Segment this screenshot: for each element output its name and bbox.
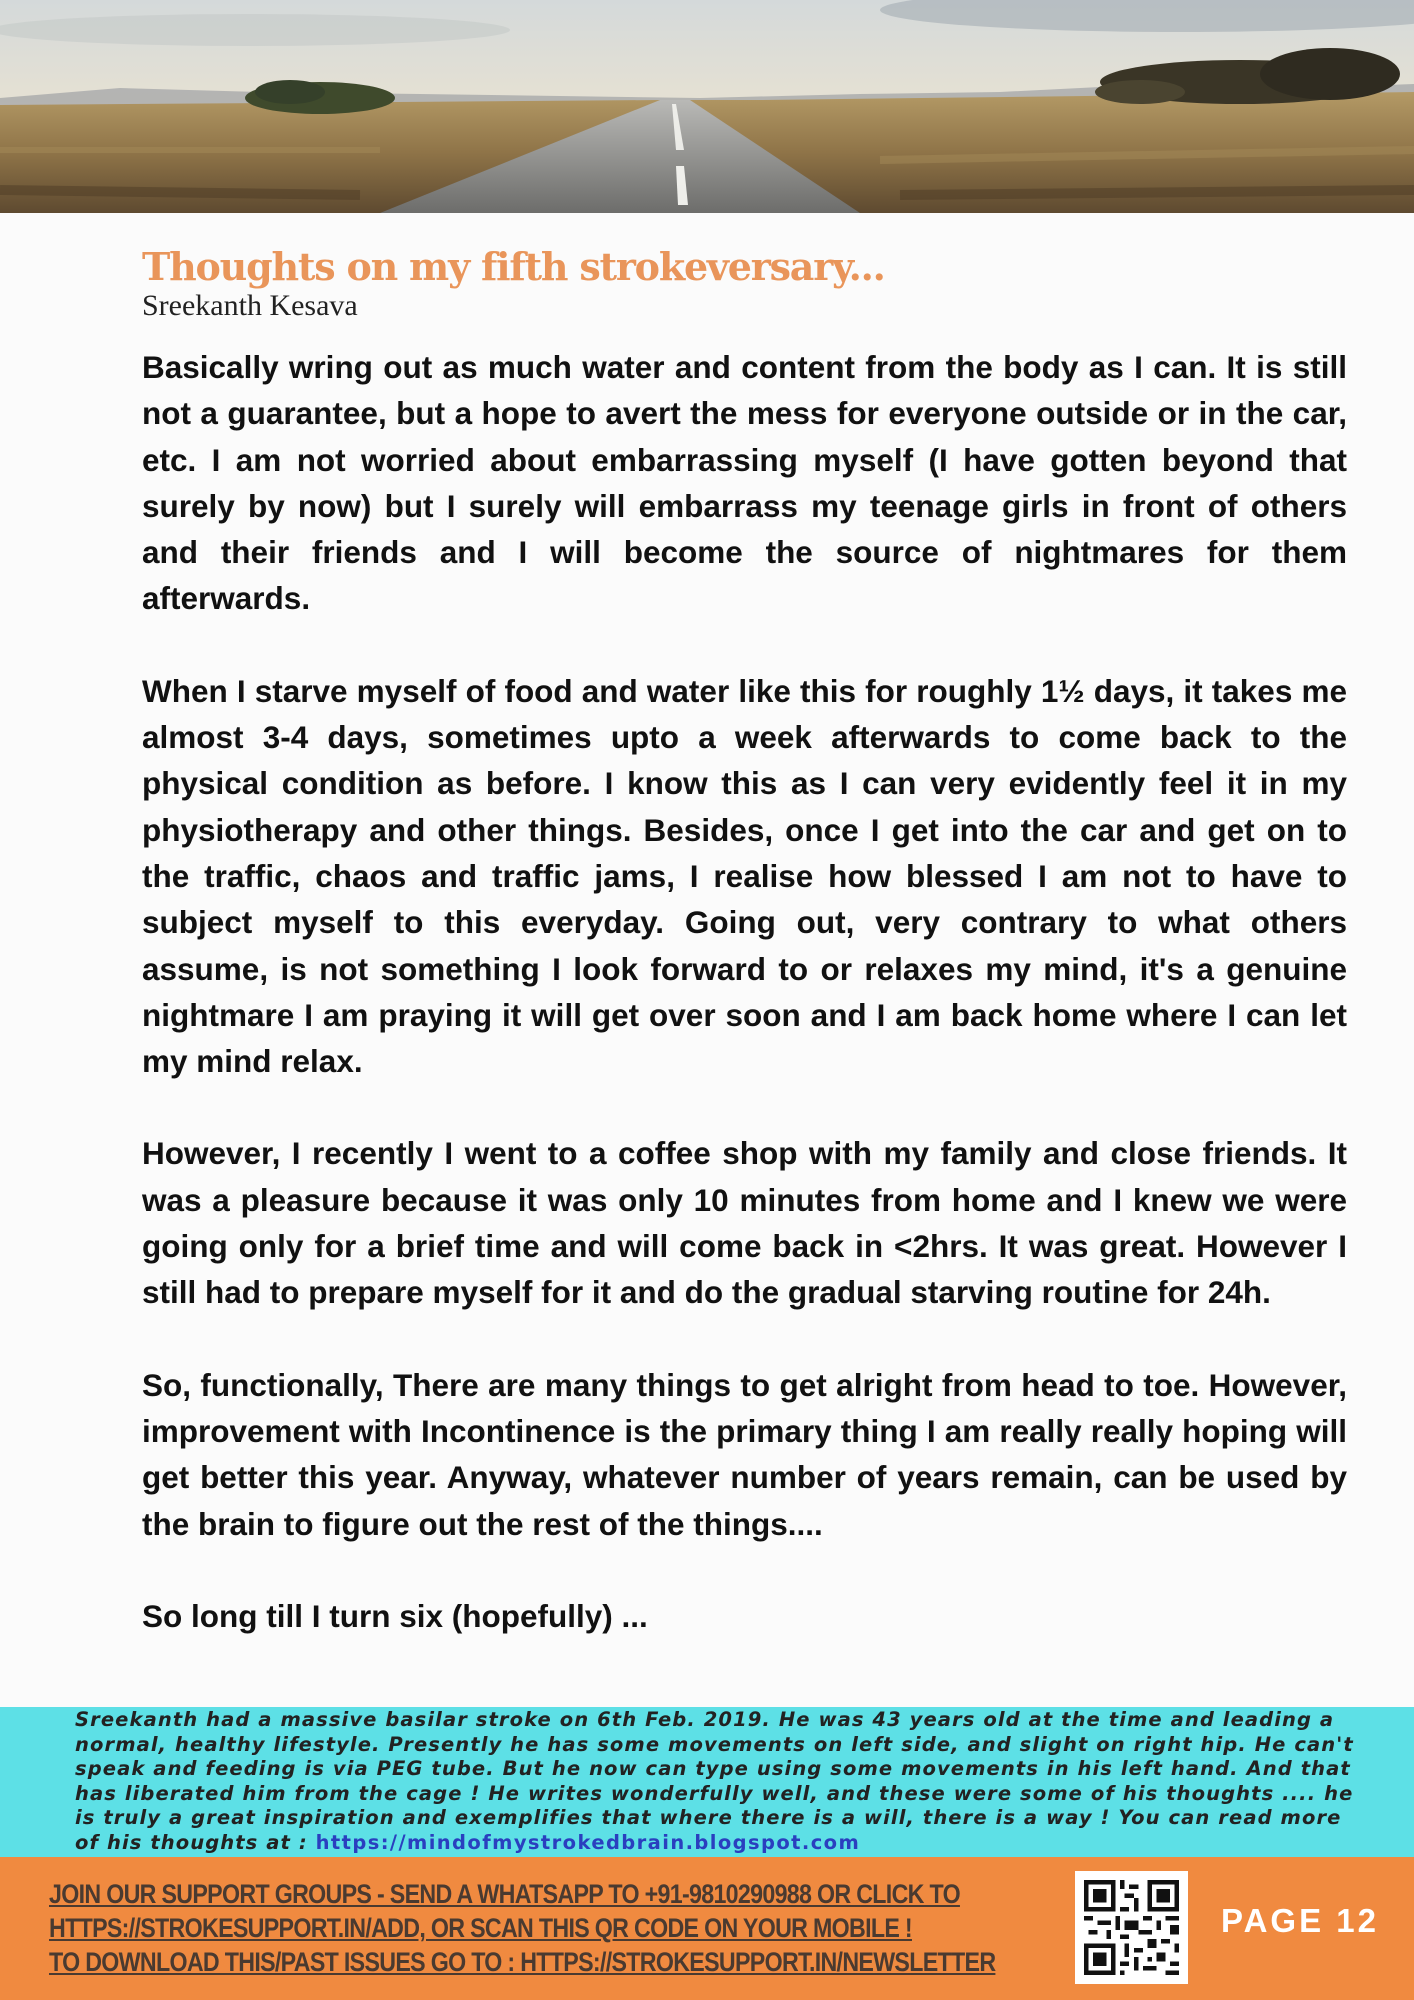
- article-paragraph-2: When I starve myself of food and water like this for roughly 1½ days, it takes me almost 3-4 days, sometimes upto a week afterwards to come back to the physical condition as before. I know this as I can very evidently feel it in my physiotherapy and other things. Besides, once I get into the car and get on to the traffic, chaos and traffic jams, I realise how blessed I am not to have to subject myself to this everyday. Going out, very contrary to what others assume, is not something I look forward to or relaxes my mind, it's a genuine nightmare I am praying it will get over soon and I am back home where I can let my mind relax.: [142, 672, 1347, 1080]
- qr-code-graphic: [1075, 1871, 1188, 1984]
- article-title: Thoughts on my fifth strokeversary...: [142, 244, 885, 289]
- author-bio-text: Sreekanth had a massive basilar stroke on 6th Feb. 2019. He was 43 years old at the time and leading a normal, healthy lifestyle. Presently he has some movements on left side, and slight on right hip. He can't speak and feeding is via PEG tube. But he now can type using some movements in his left hand. And that has liberated him from the cage ! He writes wonderfully well, and these were some of his thoughts .... he is truly a great inspiration and exemplifies that where there is a will, there is a way ! You can read more of his thoughts at :: [75, 1708, 1354, 1854]
- road-landscape-image: [0, 0, 1414, 213]
- support-group-info: [49, 1877, 1059, 1979]
- article-paragraph-5: So long till I turn six (hopefully) ...: [142, 1597, 648, 1634]
- footer-line-newsletter-link[interactable]: TO DOWNLOAD THIS/PAST ISSUES GO TO : HTTPS://STROKESUPPORT.IN/NEWSLETTER: [49, 1947, 996, 1977]
- article: [142, 244, 1347, 1639]
- author-bio-band: [0, 1707, 1414, 1857]
- article-paragraph-4: So, functionally, There are many things to get alright from head to toe. However, improvement with Incontinence is the primary thing I am really really hoping will get better this year. Anyway, whatever number of years remain, can be used by the brain to figure out the rest of the things....: [142, 1366, 1347, 1542]
- blog-link[interactable]: https://mindofmystrokedbrain.blogspot.com: [315, 1830, 861, 1854]
- footer-line-add-link[interactable]: HTTPS://STROKESUPPORT.IN/ADD, OR SCAN THIS QR CODE ON YOUR MOBILE !: [49, 1913, 912, 1943]
- footer-line-whatsapp[interactable]: JOIN OUR SUPPORT GROUPS - SEND A WHATSAPP TO +91-9810290988 OR CLICK TO: [49, 1879, 960, 1909]
- qr-code-icon[interactable]: [1075, 1871, 1188, 1984]
- header-photo: [0, 0, 1414, 213]
- article-paragraph-1: Basically wring out as much water and content from the body as I can. It is still not a guarantee, but a hope to avert the mess for everyone outside or in the car, etc. I am not worried about embarrassing myself (I have gotten beyond that surely by now) but I surely will embarrass my teenage girls in front of others and their friends and I will become the source of nightmares for them afterwards.: [142, 349, 1347, 617]
- author-bio: [75, 1708, 1360, 1856]
- article-author: Sreekanth Kesava: [142, 289, 358, 322]
- footer-band: [0, 1857, 1414, 2000]
- article-paragraph-3: However, I recently I went to a coffee shop with my family and close friends. It was a pleasure because it was only 10 minutes from home and I knew we were going only for a brief time and will come back in <2hrs. It was great. However I still had to prepare myself for it and do the gradual starving routine for 24h.: [142, 1135, 1347, 1311]
- page-number: PAGE 12: [1221, 1902, 1379, 1939]
